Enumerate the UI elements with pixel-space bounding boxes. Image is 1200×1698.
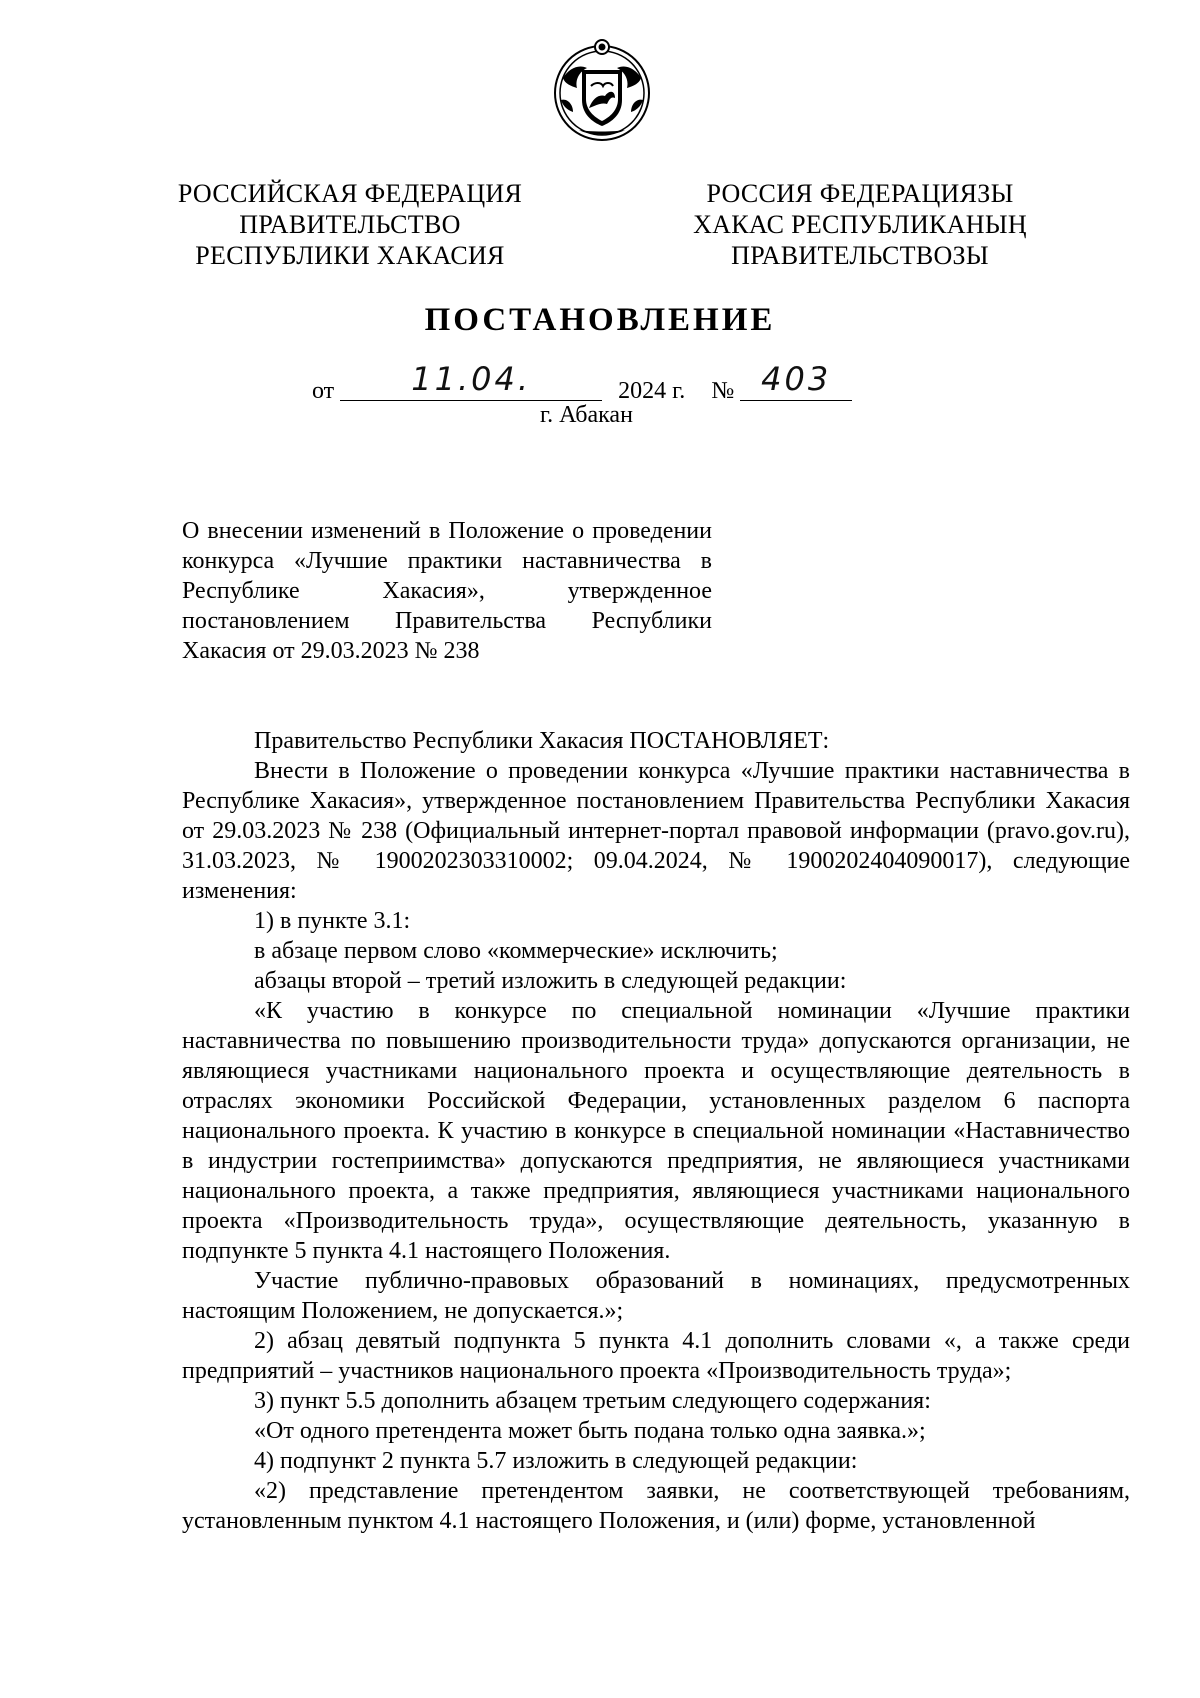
document-subject: О внесении изменений в Положение о проведении конкурса «Лучшие практики наставничества в Республике Хакасия», утвержденное постановлением Правительства Республики Хакасия от 29.03.2023 № 238 bbox=[182, 518, 712, 664]
header-line: ХАКАС РЕСПУБЛИКАНЫҢ bbox=[693, 210, 1027, 239]
paragraph: 4) подпункт 2 пункта 5.7 изложить в следующей редакции: bbox=[254, 1448, 858, 1474]
coat-of-arms-emblem bbox=[549, 38, 655, 144]
paragraph: «От одного претендента может быть подана только одна заявка.»; bbox=[254, 1418, 926, 1444]
paragraph: «2) представление претендентом заявки, не соответствующей требованиям, установленным пунктом 4.1 настоящего Положения, и (или) форме, установленной bbox=[182, 1478, 1130, 1534]
from-label: от bbox=[312, 378, 335, 404]
year-label: 2024 г. bbox=[618, 378, 686, 404]
paragraph: 2) абзац девятый подпункта 5 пункта 4.1 дополнить словами «, а также среди предприятий – участников национального проекта «Производительность труда»; bbox=[182, 1328, 1130, 1384]
header-khakas bbox=[660, 178, 1060, 271]
paragraph: абзацы второй – третий изложить в следующей редакции: bbox=[254, 968, 847, 994]
handwritten-number: 403 bbox=[761, 360, 832, 398]
paragraph: Участие публично-правовых образований в номинациях, предусмотренных настоящим Положением, не допускается.»; bbox=[182, 1268, 1130, 1324]
header-line: РОССИЙСКАЯ ФЕДЕРАЦИЯ bbox=[177, 179, 523, 208]
document-title: ПОСТАНОВЛЕНИЕ bbox=[424, 302, 776, 338]
paragraph: 3) пункт 5.5 дополнить абзацем третьим следующего содержания: bbox=[254, 1388, 931, 1414]
city-label: г. Абакан bbox=[540, 402, 633, 428]
number-field bbox=[740, 360, 852, 401]
header-line: РОССИЯ ФЕДЕРАЦИЯЗЫ bbox=[706, 179, 1014, 208]
header-line: ПРАВИТЕЛЬСТВОЗЫ bbox=[731, 241, 989, 270]
paragraph: 1) в пункте 3.1: bbox=[254, 908, 411, 934]
date-field bbox=[340, 360, 602, 401]
paragraph: Внести в Положение о проведении конкурса «Лучшие практики наставничества в Республике Хакасия», утвержденное постановлением Правительства Республики Хакасия от 29.03.2023 № 238 (Официальный интернет-портал правовой информации (pravo.gov.ru), 31.03.2023, № 1900202303310002; 09.04.2024, № 1900202404090017), следующие изменения: bbox=[182, 758, 1130, 904]
paragraph: «К участию в конкурсе по специальной номинации «Лучшие практики наставничества по повышению производительности труда» допускаются организации, не являющиеся участниками национального проекта и осуществляющие деятельность в отраслях экономики Российской Федерации, установленных разделом 6 паспорта национального проекта. К участию в конкурсе в специальной номинации «Наставничество в индустрии гостеприимства» допускаются предприятия, не являющиеся участниками национального проекта, а также предприятия, являющиеся участниками национального проекта «Производительность труда», осуществляющие деятельность, указанную в подпункте 5 пункта 4.1 настоящего Положения. bbox=[182, 998, 1130, 1264]
paragraph: в абзаце первом слово «коммерческие» исключить; bbox=[254, 938, 778, 964]
header-line: РЕСПУБЛИКИ ХАКАСИЯ bbox=[195, 241, 505, 270]
paragraph: Правительство Республики Хакасия ПОСТАНОВЛЯЕТ: bbox=[254, 728, 830, 754]
header-russian bbox=[150, 178, 550, 271]
document-body bbox=[182, 726, 1130, 1536]
header-line: ПРАВИТЕЛЬСТВО bbox=[239, 210, 461, 239]
number-label: № bbox=[711, 378, 735, 404]
handwritten-date: 11.04. bbox=[411, 360, 532, 398]
